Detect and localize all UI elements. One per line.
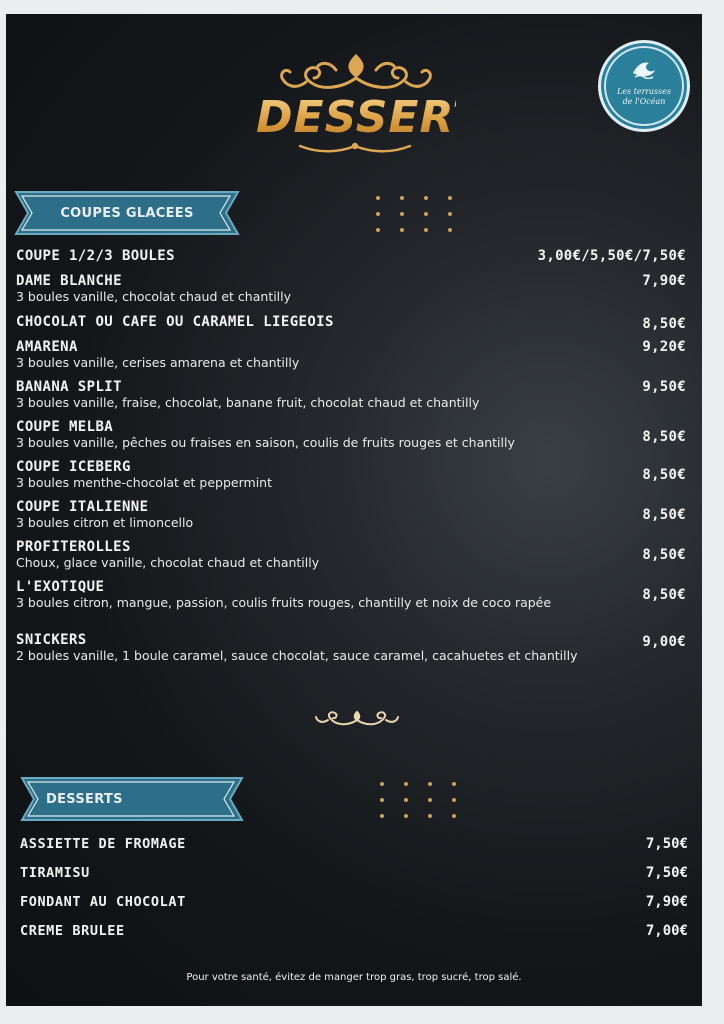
menu-item: [16, 339, 686, 370]
restaurant-logo: [598, 40, 690, 132]
item-description: 3 boules vanille, chocolat chaud et chantilly: [16, 289, 292, 304]
item-price: 9,00€: [642, 634, 686, 650]
page-title: DESSERTS: [256, 92, 517, 143]
item-name: FONDANT AU CHOCOLAT: [20, 894, 186, 910]
item-price: 9,20€: [642, 339, 686, 355]
item-name: ASSIETTE DE FROMAGE: [20, 836, 186, 852]
item-name: L'EXOTIQUE: [16, 579, 105, 595]
menu-item: [16, 579, 686, 610]
item-price: 7,90€: [642, 273, 686, 289]
health-notice: Pour votre santé, évitez de manger trop gras, trop sucré, trop salé.: [186, 972, 522, 983]
item-description: 2 boules vanille, 1 boule caramel, sauce chocolat, sauce caramel, cacahuetes et chantilly: [16, 648, 578, 663]
menu-item: [16, 248, 686, 265]
menu-item: [16, 459, 686, 490]
item-name: PROFITEROLLES: [16, 539, 131, 555]
item-price: 7,00€: [645, 923, 688, 939]
menu-item: [16, 314, 686, 331]
item-price: 7,90€: [645, 894, 688, 910]
menu-page: [6, 14, 702, 1006]
item-price: 7,50€: [645, 865, 688, 881]
item-name: CREME BRULEE: [20, 923, 125, 939]
item-price: 8,50€: [642, 467, 686, 483]
item-name: AMARENA: [16, 339, 78, 355]
menu-item: [16, 632, 686, 663]
item-description: 3 boules menthe-chocolat et peppermint: [16, 475, 273, 490]
item-price: 8,50€: [642, 547, 686, 563]
menu-item: [20, 923, 688, 939]
wave-icon: [631, 57, 657, 79]
item-name: COUPE MELBA: [16, 419, 114, 435]
item-name: COUPE 1/2/3 BOULES: [16, 248, 175, 264]
item-price: 3,00€/5,50€/7,50€: [537, 248, 686, 264]
menu-item: [20, 894, 688, 910]
item-description: 3 boules vanille, pêches ou fraises en saison, coulis de fruits rouges et chantilly: [16, 435, 515, 450]
divider-ornament: [312, 706, 402, 728]
item-description: 3 boules vanille, cerises amarena et chantilly: [16, 355, 300, 370]
item-price: 8,50€: [642, 316, 686, 332]
menu-item: [16, 499, 686, 530]
item-price: 8,50€: [642, 429, 686, 445]
menu-item: [20, 836, 688, 852]
menu-item: [16, 419, 686, 450]
section-title: COUPES GLACEES: [60, 205, 194, 221]
item-name: COUPE ICEBERG: [16, 459, 131, 475]
item-description: Choux, glace vanille, chocolat chaud et chantilly: [16, 555, 320, 570]
menu-item: [16, 379, 686, 410]
title-underline-ornament: [290, 140, 420, 156]
item-name: COUPE ITALIENNE: [16, 499, 149, 515]
menu-item: [16, 273, 686, 304]
item-name: TIRAMISU: [20, 865, 90, 881]
item-description: 3 boules citron et limoncello: [16, 515, 194, 530]
item-name: DAME BLANCHE: [16, 273, 122, 289]
menu-item: [20, 865, 688, 881]
menu-item: [16, 539, 686, 570]
item-price: 7,50€: [645, 836, 688, 852]
section-banner-coupes-glacees: [14, 190, 240, 236]
item-price: 9,50€: [642, 379, 686, 395]
logo-line-2: de l'Océan: [622, 97, 666, 106]
item-description: 3 boules citron, mangue, passion, coulis fruits rouges, chantilly et noix de coco rapée: [16, 595, 552, 610]
item-price: 8,50€: [642, 507, 686, 523]
item-price: 8,50€: [642, 587, 686, 603]
item-name: SNICKERS: [16, 632, 87, 648]
item-description: 3 boules vanille, fraise, chocolat, banane fruit, chocolat chaud et chantilly: [16, 395, 480, 410]
logo-line-1: Les terrasses: [616, 87, 672, 96]
item-name: BANANA SPLIT: [16, 379, 122, 395]
item-name: CHOCOLAT OU CAFE OU CARAMEL LIEGEOIS: [16, 314, 334, 330]
section-banner-desserts: [20, 776, 244, 822]
section-title: DESSERTS: [46, 791, 123, 807]
